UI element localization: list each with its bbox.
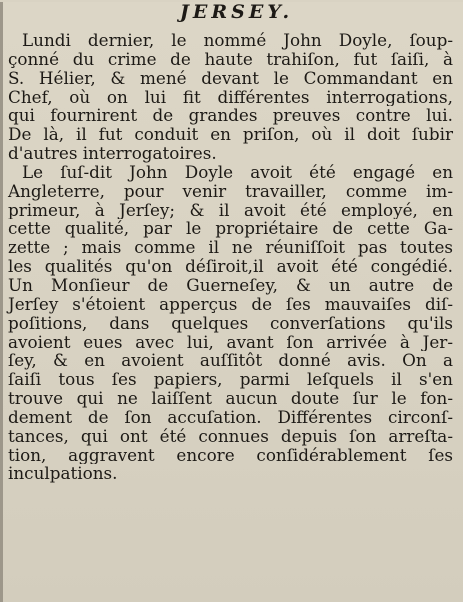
text-line: tances, qui ont été connues depuis ſon arreſta- xyxy=(8,426,453,446)
paragraph-2 xyxy=(4,163,463,483)
text-line: trouve qui ne laiſſent aucun doute ſur le fon- xyxy=(8,389,453,408)
text-line: S. Hélier, & mené devant le Commandant en xyxy=(8,68,453,88)
text-line: les qualités qu'on déſiroit,il avoit été congédié. xyxy=(8,257,453,276)
text-line: Angleterre, pour venir travailler, comme im- xyxy=(8,181,453,201)
text-line: primeur, à Jerſey; & il avoit été employé, en xyxy=(8,200,453,220)
text-line: Chef, où on lui fit différentes interrogations, xyxy=(8,87,453,107)
text-line: çonné du crime de haute trahiſon, fut ſaiſi, à xyxy=(8,49,453,69)
text-line: dement de ſon accuſation. Différentes circonſ- xyxy=(8,407,453,427)
text-line: ſey, & en avoient auſſitôt donné avis. On a xyxy=(8,351,453,371)
article-title: JERSEY. xyxy=(179,1,294,23)
text-line: tion, aggravent encore conſidérablement ſes xyxy=(8,445,453,465)
text-line: ſaiſi tous ſes papiers, parmi leſquels il s'en xyxy=(8,370,453,390)
text-line: Un Monſieur de Guerneſey, & un autre de xyxy=(8,275,453,295)
newspaper-column xyxy=(0,2,463,602)
text-line: avoient eues avec lui, avant ſon arrivée à Jer- xyxy=(8,332,453,352)
text-line: inculpations. xyxy=(8,464,118,484)
text-line: De là, il fut conduit en priſon, où il doit ſubir xyxy=(8,125,453,145)
text-line: Jerſey s'étoient apperçus de ſes mauvaiſes diſ- xyxy=(8,294,453,314)
text-line: zette ; mais comme il ne réuniſſoit pas toutes xyxy=(8,238,453,258)
text-line: cette qualité, par le propriétaire de cette Ga- xyxy=(8,219,453,239)
text-line: Lundi dernier, le nommé John Doyle, ſoup- xyxy=(22,31,453,50)
text-line: poſitions, dans quelques converſations qu'ils xyxy=(8,313,453,333)
paragraph-1 xyxy=(4,31,463,163)
text-line: qui fournirent de grandes preuves contre lui. xyxy=(8,106,453,126)
text-line: Le ſuſ-dit John Doyle avoit été engagé en xyxy=(22,162,453,182)
text-line: d'autres interrogatoires. xyxy=(8,144,217,163)
